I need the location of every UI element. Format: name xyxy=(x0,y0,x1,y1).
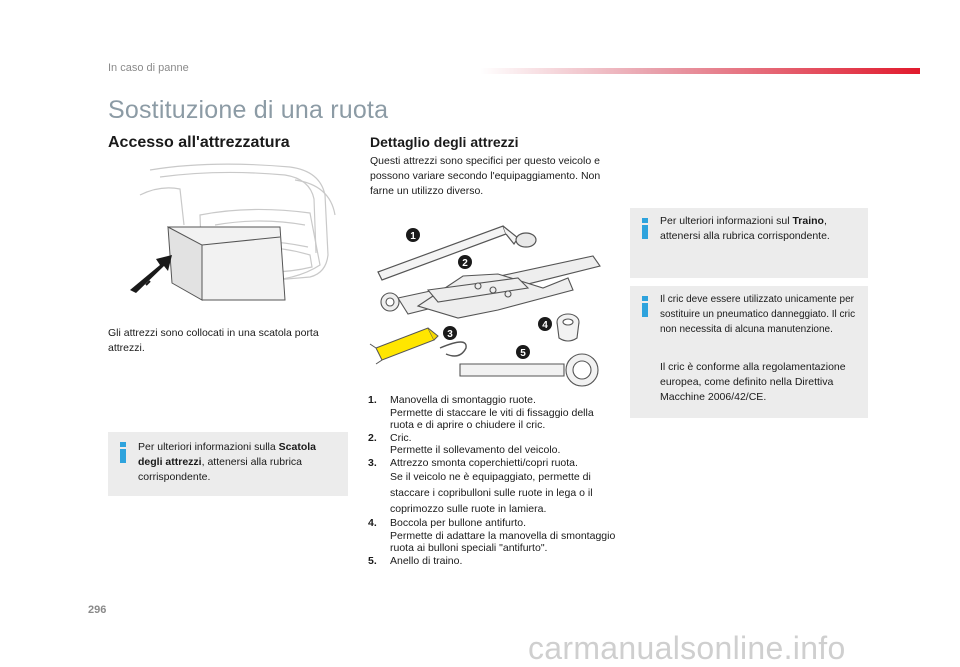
info-toolbox-post: , attenersi alla rubrica corrispondente. xyxy=(138,456,302,483)
tool-list xyxy=(368,394,618,567)
tool-item-5 xyxy=(368,555,618,568)
section-label: In caso di panne xyxy=(108,62,189,74)
tool-desc: Permette di adattare la manovella di smontaggio ruota ai bulloni speciali "antifurto". xyxy=(390,529,616,554)
info-towing-bold: Traino xyxy=(792,215,824,227)
tool-num: 2. xyxy=(368,431,377,444)
info-box-jack xyxy=(630,286,868,418)
tool-desc: Se il veicolo ne è equipaggiato, permette di staccare i copribulloni sulle ruote in lega o il coprimozzo sulle ruote in lamiera. xyxy=(390,471,593,515)
info-icon xyxy=(638,296,652,318)
info-towing-post: , attenersi alla rubrica corrispondente. xyxy=(660,215,830,242)
info-jack-p1: Il cric deve essere utilizzato unicamente per sostituire un pneumatico danneggiato. Il cric non necessita di alcuna manutenzione. xyxy=(660,294,856,335)
info-towing-text xyxy=(660,214,860,244)
info-jack-p2: Il cric è conforme alla regolamentazione europea, come definito nella Direttiva Macchine 2006/42/CE. xyxy=(660,361,846,403)
callout-4: 4 xyxy=(542,320,548,331)
info-icon xyxy=(638,218,652,240)
tool-num: 5. xyxy=(368,554,377,567)
tool-title: Manovella di smontaggio ruote. xyxy=(390,394,536,406)
tools-detail-heading: Dettaglio degli attrezzi xyxy=(370,134,519,150)
tool-title: Cric. xyxy=(390,431,412,444)
info-toolbox-pre: Per ulteriori informazioni sulla xyxy=(138,441,279,453)
tool-item-2 xyxy=(368,432,618,457)
access-heading: Accesso all'attrezzatura xyxy=(108,134,290,151)
tool-desc: Permette di staccare le viti di fissaggio della ruota e di aprire o chiudere il cric. xyxy=(390,406,594,431)
tool-title: Anello di traino. xyxy=(390,554,463,567)
tools-illustration xyxy=(368,218,608,390)
tool-num: 4. xyxy=(368,517,377,529)
page-number: 296 xyxy=(88,604,107,616)
info-box-towing xyxy=(630,208,868,278)
tool-num: 3. xyxy=(368,456,377,469)
info-icon xyxy=(116,442,130,464)
tool-title: Attrezzo smonta coperchietti/copri ruota. xyxy=(390,456,578,469)
header-red-rule xyxy=(480,68,920,74)
tool-item-1 xyxy=(368,394,618,432)
callout-1: 1 xyxy=(410,231,416,242)
tool-num: 1. xyxy=(368,394,377,406)
page-title: Sostituzione di una ruota xyxy=(108,96,389,124)
tool-item-3 xyxy=(368,457,618,518)
callout-5: 5 xyxy=(520,348,526,359)
watermark: carmanualsonline.info xyxy=(528,630,846,666)
tool-desc: Permette il sollevamento del veicolo. xyxy=(390,444,561,456)
info-toolbox-bold: Scatola degli attrezzi xyxy=(138,441,316,468)
info-toolbox-text xyxy=(138,440,338,485)
seat-toolbox-illustration xyxy=(120,155,350,315)
tool-item-4 xyxy=(368,517,618,555)
tool-title: Boccola per bullone antifurto. xyxy=(390,517,527,529)
tools-intro: Questi attrezzi sono specifici per questo veicolo e possono variare secondo l'equipaggiamento. Non farne un utilizzo diverso. xyxy=(370,155,601,197)
info-towing-pre: Per ulteriori informazioni sul xyxy=(660,215,793,227)
info-box-toolbox xyxy=(108,432,348,496)
toolbox-caption: Gli attrezzi sono collocati in una scatola porta attrezzi. xyxy=(108,327,319,354)
callout-2: 2 xyxy=(462,258,468,269)
callout-3: 3 xyxy=(447,329,453,340)
